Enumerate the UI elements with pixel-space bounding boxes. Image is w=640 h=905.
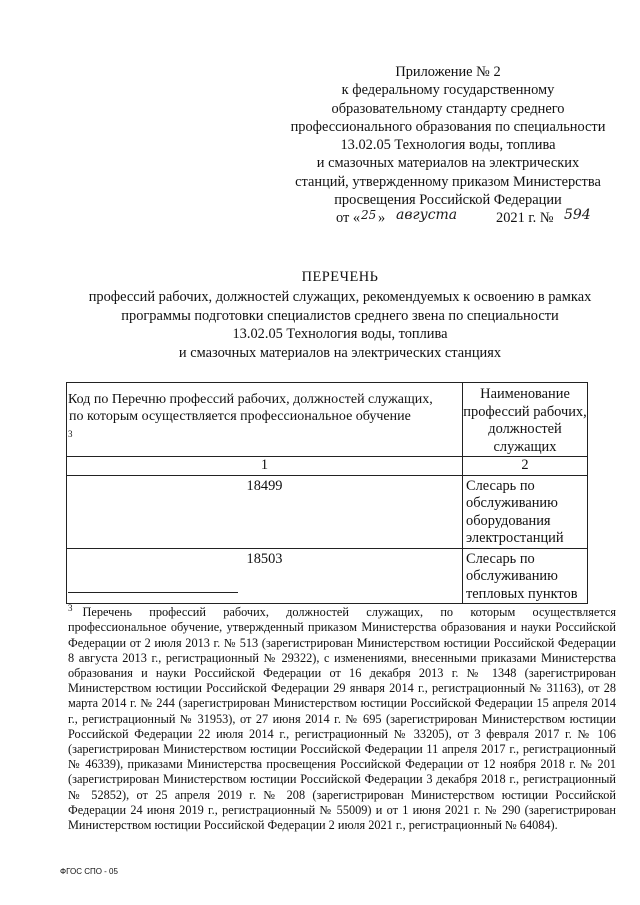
- order-year-number-label: 2021 г. №: [496, 210, 554, 227]
- appendix-line: образовательному стандарту среднего: [331, 100, 565, 117]
- appendix-line: Приложение № 2: [395, 64, 501, 80]
- appendix-line: станций, утвержденному приказом Министерства: [295, 173, 601, 190]
- footnote: [68, 601, 616, 833]
- order-number-handwritten: 594: [564, 207, 591, 224]
- order-date-line: [268, 209, 628, 227]
- header-code-cell: [67, 383, 463, 457]
- footnote-marker: 3: [68, 603, 73, 613]
- order-date-prefix: от «: [336, 210, 361, 227]
- footnote-ref: 3: [68, 428, 73, 439]
- appendix-line: к федеральному государственному: [341, 82, 555, 99]
- footnote-divider: [68, 592, 238, 593]
- header-code-line: Код по Перечню профессий рабочих, должностей служащих,: [68, 391, 433, 407]
- title-heading: ПЕРЕЧЕНЬ: [301, 269, 379, 285]
- profession-name: Слесарь по обслуживанию оборудования электростанций: [463, 475, 588, 548]
- table-row: [67, 548, 588, 604]
- title-line: программы подготовки специалистов среднего звена по специальности: [121, 307, 559, 324]
- column-number-row: [67, 457, 588, 476]
- header-name-line: должностей служащих: [488, 421, 562, 455]
- appendix-line: просвещения Российской Федерации: [334, 192, 562, 209]
- page-footer: ФГОС СПО - 05: [60, 867, 118, 876]
- appendix-line: профессионального образования по специальности: [290, 118, 606, 135]
- document-title: [40, 268, 640, 362]
- title-line: 13.02.05 Технология воды, топлива: [232, 326, 448, 343]
- order-date-quote: »: [378, 210, 386, 227]
- profession-code: 18503: [67, 548, 463, 604]
- header-name-line: Наименование: [480, 386, 570, 402]
- appendix-caption: [268, 63, 628, 227]
- header-name-line: профессий рабочих,: [463, 403, 587, 420]
- title-line: профессий рабочих, должностей служащих, рекомендуемых к освоению в рамках: [88, 289, 592, 306]
- footnote-text: Перечень профессий рабочих, должностей служащих, по которым осуществляется профессиональное обучение, утвержденный приказом Министерства образования и науки Российской Федерации от 2 июля 2013 г. № 513 (зарегистрирован Министерством юстиции Российской Федерации 8 августа 2013 г., регистрационный № 29322), с изменениями, внесенными приказами Министерства образования и науки Российской Федерации от 16 декабря 2013 г. № 1348 (зарегистрирован Министерством юстиции Российской Федерации 29 января 2014 г., регистрационный № 31163), от 28 марта 2014 г. № 244 (зарегистрирован Министерством юстиции Российской Федерации 15 апреля 2014 г., регистрационный № 31953), от 27 июня 2014 г. № 695 (зарегистрирован Министерством юстиции Российской Федерации 22 июля 2014 г., регистрационный № 33205), от 3 февраля 2017 г. № 106 (зарегистрирован Министерством юстиции Российской Федерации 11 апреля 2017 г., регистрационный № 46339), приказами Министерства просвещения Российской Федерации от 12 ноября 2018 г. № 201 (зарегистрирован Министерством юстиции Российской Федерации 3 декабря 2018 г., регистрационный № 52852), от 25 апреля 2019 г. № 208 (зарегистрирован Министерством юстиции Российской Федерации 24 июня 2019 г., регистрационный № 55009) и от 1 июня 2021 г. № 290 (зарегистрирован Министерством юстиции Российской Федерации 2 июля 2021 г., регистрационный № 64084).: [68, 605, 616, 832]
- title-line: и смазочных материалов на электрических станциях: [178, 344, 502, 361]
- table-header-row: [67, 383, 588, 457]
- table-row: [67, 475, 588, 548]
- order-month-handwritten: августа: [396, 207, 458, 224]
- appendix-line: 13.02.05 Технология воды, топлива: [340, 137, 556, 154]
- profession-code: 18499: [67, 475, 463, 548]
- professions-table: [66, 382, 588, 604]
- column-number: 2: [463, 457, 588, 476]
- header-name-cell: [463, 383, 588, 457]
- profession-name: Слесарь по обслуживанию тепловых пунктов: [463, 548, 588, 604]
- header-code-line: по которым осуществляется профессиональное обучение $^3$: [68, 409, 411, 439]
- appendix-line: и смазочных материалов на электрических: [316, 155, 580, 172]
- column-number: 1: [67, 457, 463, 476]
- order-day-handwritten: 25: [361, 208, 377, 223]
